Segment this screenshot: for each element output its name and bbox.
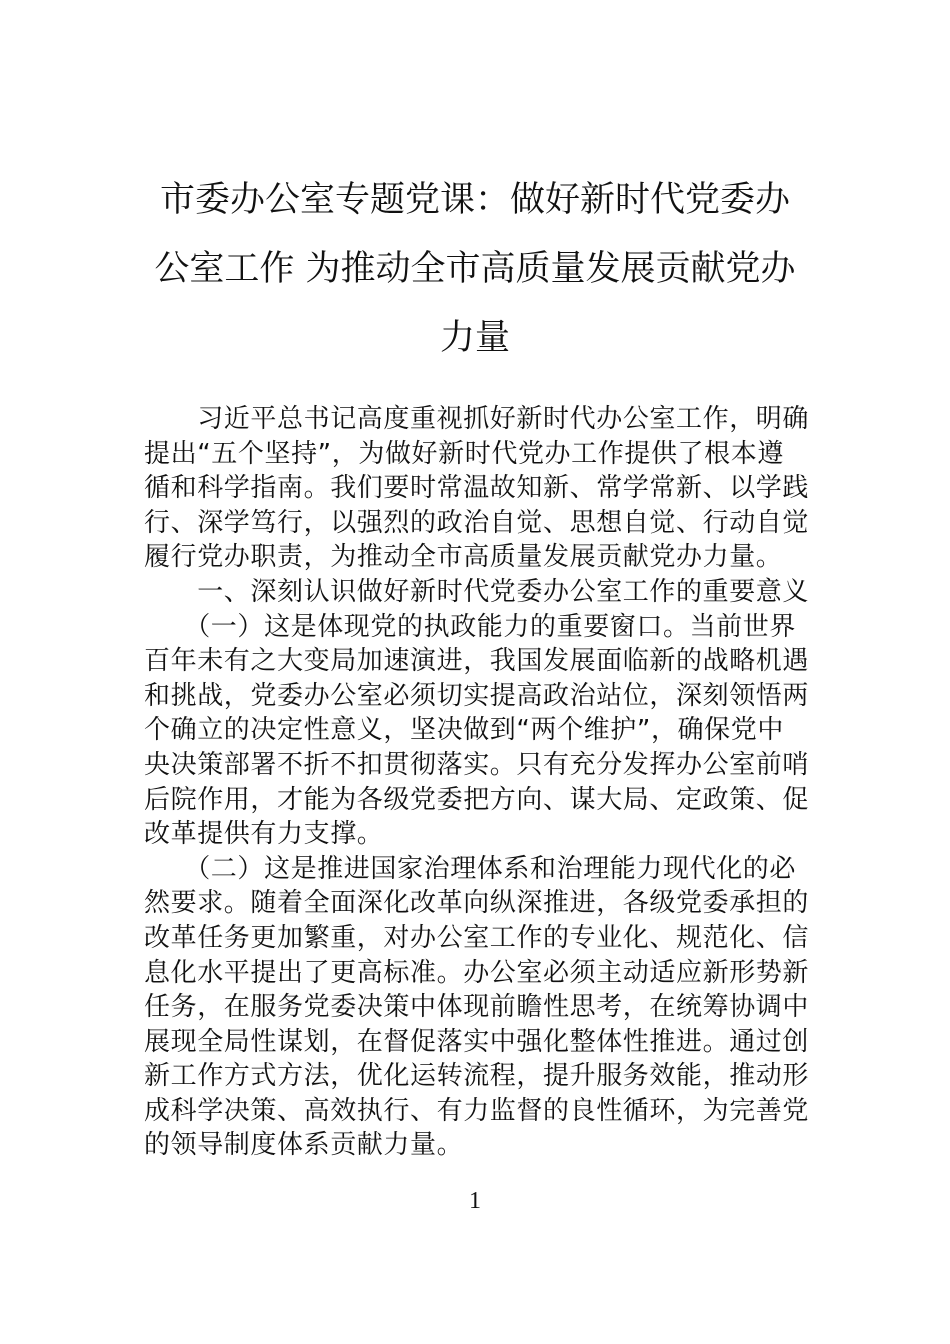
body-line: 息化水平提出了更高标准。办公室必须主动适应新形势新 — [144, 957, 810, 988]
body-line: 任务，在服务党委决策中体现前瞻性思考，在统筹协调中 — [144, 992, 810, 1023]
body-line: 循和科学指南。我们要时常温故知新、常学常新、以学践 — [144, 473, 810, 504]
body-line: 百年未有之大变局加速演进，我国发展面临新的战略机遇 — [144, 646, 810, 677]
body-line: 习近平总书记高度重视抓好新时代办公室工作，明确 — [144, 404, 810, 434]
body-line: 提出“五个坚持”，为做好新时代党办工作提供了根本遵 — [144, 438, 784, 469]
body-line: 展现全局性谋划，在督促落实中强化整体性推进。通过创 — [144, 1026, 810, 1057]
body-line: 的领导制度体系贡献力量。 — [144, 1130, 464, 1161]
body-line: 后院作用，才能为各级党委把方向、谋大局、定政策、促 — [144, 784, 810, 815]
title-line: 力量 — [439, 318, 510, 358]
body-line: 履行党办职责，为推动全市高质量发展贡献党办力量。 — [144, 542, 783, 573]
body-line: （一）这是体现党的执政能力的重要窗口。当前世界 — [144, 611, 797, 642]
body-line: 央决策部署不折不扣贯彻落实。只有充分发挥办公室前哨 — [144, 749, 810, 780]
page-number: 1 — [469, 1188, 481, 1214]
title-line: 市委办公室专题党课：做好新时代党委办 — [159, 180, 790, 220]
body-line: 然要求。随着全面深化改革向纵深推进，各级党委承担的 — [144, 888, 810, 919]
body-line: 改革提供有力支撑。 — [144, 819, 384, 850]
body-line: 成科学决策、高效执行、有力监督的良性循环，为完善党 — [144, 1095, 810, 1126]
body-line: （二）这是推进国家治理体系和治理能力现代化的必 — [144, 853, 797, 884]
body-line: 改革任务更加繁重，对办公室工作的专业化、规范化、信 — [144, 922, 810, 953]
body-line: 个确立的决定性意义，坚决做到“两个维护”，确保党中 — [144, 715, 784, 746]
body-line: 新工作方式方法，优化运转流程，提升服务效能，推动形 — [144, 1061, 810, 1092]
document-title — [145, 166, 805, 373]
document-body — [144, 402, 808, 1163]
section-heading: 一、深刻认识做好新时代党委办公室工作的重要意义 — [144, 576, 810, 607]
title-line: 公室工作 为推动全市高质量发展贡献党办 — [154, 249, 796, 289]
body-line: 和挑战，党委办公室必须切实提高政治站位，深刻领悟两 — [144, 680, 810, 711]
body-line: 行、深学笃行，以强烈的政治自觉、思想自觉、行动自觉 — [144, 507, 810, 538]
